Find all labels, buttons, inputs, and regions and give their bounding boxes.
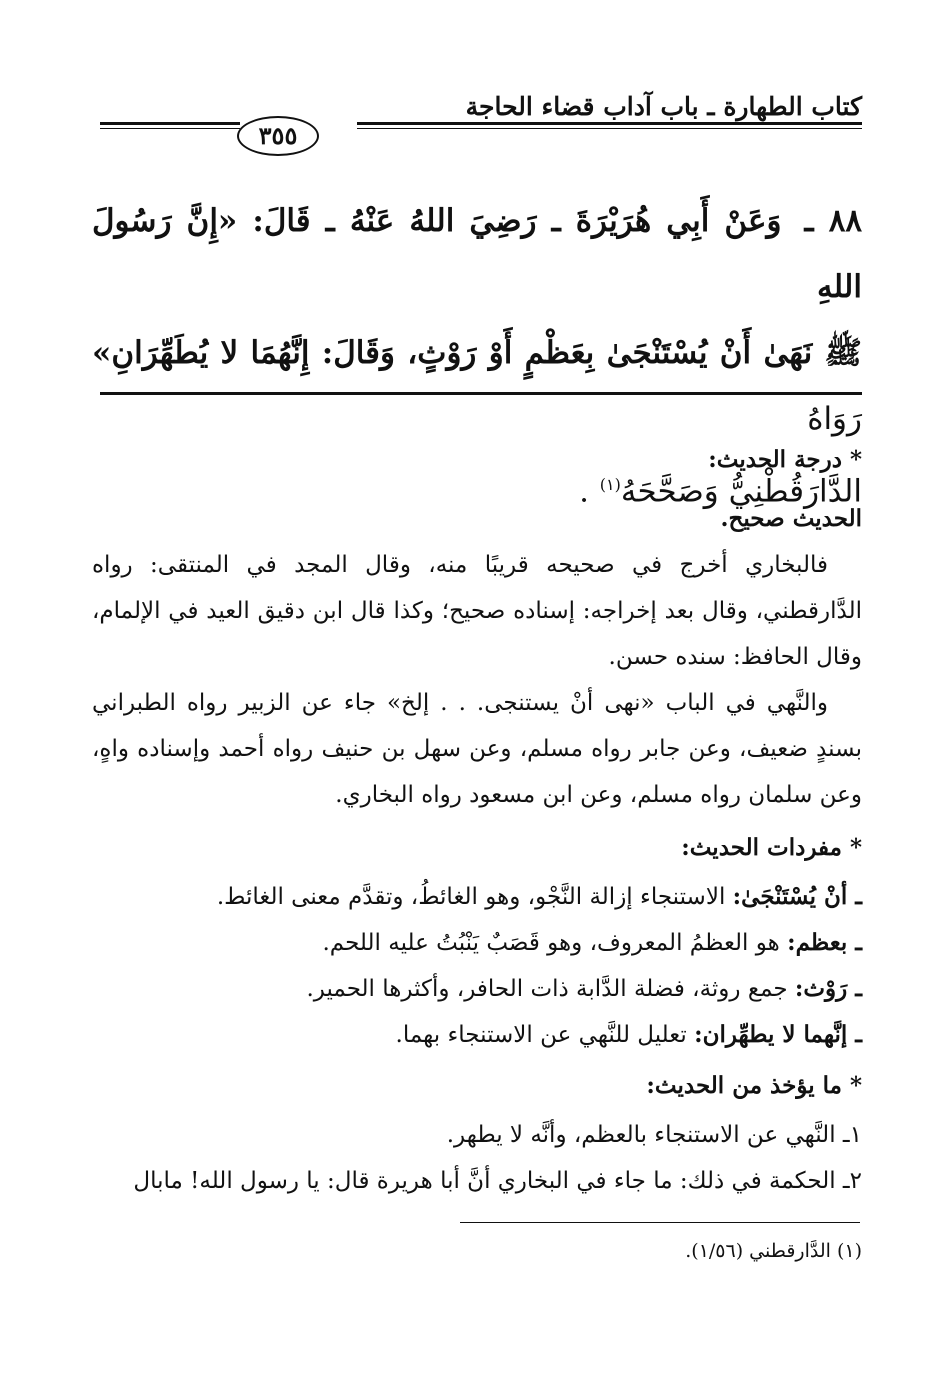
hadith-line-2 xyxy=(92,320,862,452)
header-rule-right xyxy=(357,122,862,129)
hadith-text xyxy=(92,188,862,524)
lessons-list xyxy=(92,1112,862,1204)
vocabulary-item xyxy=(92,874,862,920)
hadith-line-2-text: ﷺ نَهَىٰ أَنْ يُسْتَنْجَىٰ بِعَظْمٍ أَوْ رَوْثٍ، وَقَالَ: إِنَّهُمَا لا يُطَهِّرَانِ» xyxy=(92,335,862,371)
hadith-line-1-text: وَعَنْ أَبِي هُرَيْرَةَ ـ رَضِيَ اللهُ عَنْهُ ـ قَالَ: «إِنَّ رَسُولَ اللهِ xyxy=(92,203,862,305)
hadith-number: ٨٨ ـ xyxy=(804,203,863,239)
vocabulary-term: ـ إنَّهما لا يطهِّران: xyxy=(694,1021,862,1048)
page-number: ٣٥٥ xyxy=(237,116,319,156)
running-title: كتاب الطهارة ـ باب آداب قضاء الحاجة xyxy=(465,92,862,121)
vocabulary-term: ـ رَوْث: xyxy=(794,975,862,1002)
vocabulary-heading: * مفردات الحديث: xyxy=(681,834,862,861)
degree-verdict: الحديث صحيح. xyxy=(720,505,862,532)
degree-paragraph-1: فالبخاري أخرج في صحيحه قريبًا منه، وقال المجد في المنتقى: رواه الدَّارقطني، وقال بعد إخراجه: إسناده صحيح؛ وكذا قال ابن دقيق العيد في الإلمام، وقال الحافظ: سنده حسن. xyxy=(92,552,862,670)
vocabulary-item xyxy=(92,966,862,1012)
degree-heading: * درجة الحديث: xyxy=(708,446,862,473)
degree-body xyxy=(92,496,862,818)
lesson-item: ١ـ النَّهي عن الاستنجاء بالعظم، وأنَّه لا يطهر. xyxy=(446,1122,862,1148)
vocabulary-term: ـ أنْ يُسْتَنْجَىٰ: xyxy=(732,883,862,910)
hadith-line-1 xyxy=(92,188,862,320)
vocabulary-list xyxy=(92,874,862,1058)
section-divider xyxy=(100,392,862,395)
vocabulary-item xyxy=(92,920,862,966)
vocabulary-item xyxy=(92,1012,862,1058)
lessons-heading: * ما يؤخذ من الحديث: xyxy=(646,1072,862,1099)
vocabulary-definition: الاستنجاء إزالة النَّجْو، وهو الغائطُ، وتقدَّم معنى الغائط. xyxy=(216,884,726,910)
degree-paragraph-2: والنَّهي في الباب «نهى أنْ يستنجى. . . إلخ» جاء عن الزبير رواه الطبراني بسندٍ ضعيف، وعن جابر رواه مسلم، وعن سهل بن حنيف رواه أحمد وإسناده واهٍ، وعن سلمان رواه مسلم، وعن ابن مسعود رواه البخاري. xyxy=(92,690,862,808)
footnote-rule xyxy=(460,1222,860,1223)
hadith-line-3-end: . xyxy=(579,473,589,510)
header-rule-left xyxy=(100,122,240,129)
hadith-line-2-tail: رَوَاهُ xyxy=(807,401,862,437)
vocabulary-definition: جمع روثة، فضلة الدَّابة ذات الحافر، وأكثرها الحمير. xyxy=(306,976,788,1002)
footnote-ref: (١) xyxy=(599,475,621,494)
hadith-line-3-text: الدَّارَقُطْنِيُّ وَصَحَّحَهُ xyxy=(620,473,862,510)
vocabulary-term: ـ بعظم: xyxy=(787,929,862,956)
vocabulary-definition: هو العظمُ المعروف، وهو قَصَبٌ يَنْبُتُ عليه اللحم. xyxy=(322,930,780,956)
vocabulary-definition: تعليل للنَّهي عن الاستنجاء بهما. xyxy=(395,1022,687,1048)
lesson-item: ٢ـ الحكمة في ذلك: ما جاء في البخاري أنَّ أبا هريرة قال: يا رسول الله! مابال xyxy=(133,1168,862,1194)
footnote: (١) الدَّارقطني (١/٥٦). xyxy=(685,1240,862,1262)
